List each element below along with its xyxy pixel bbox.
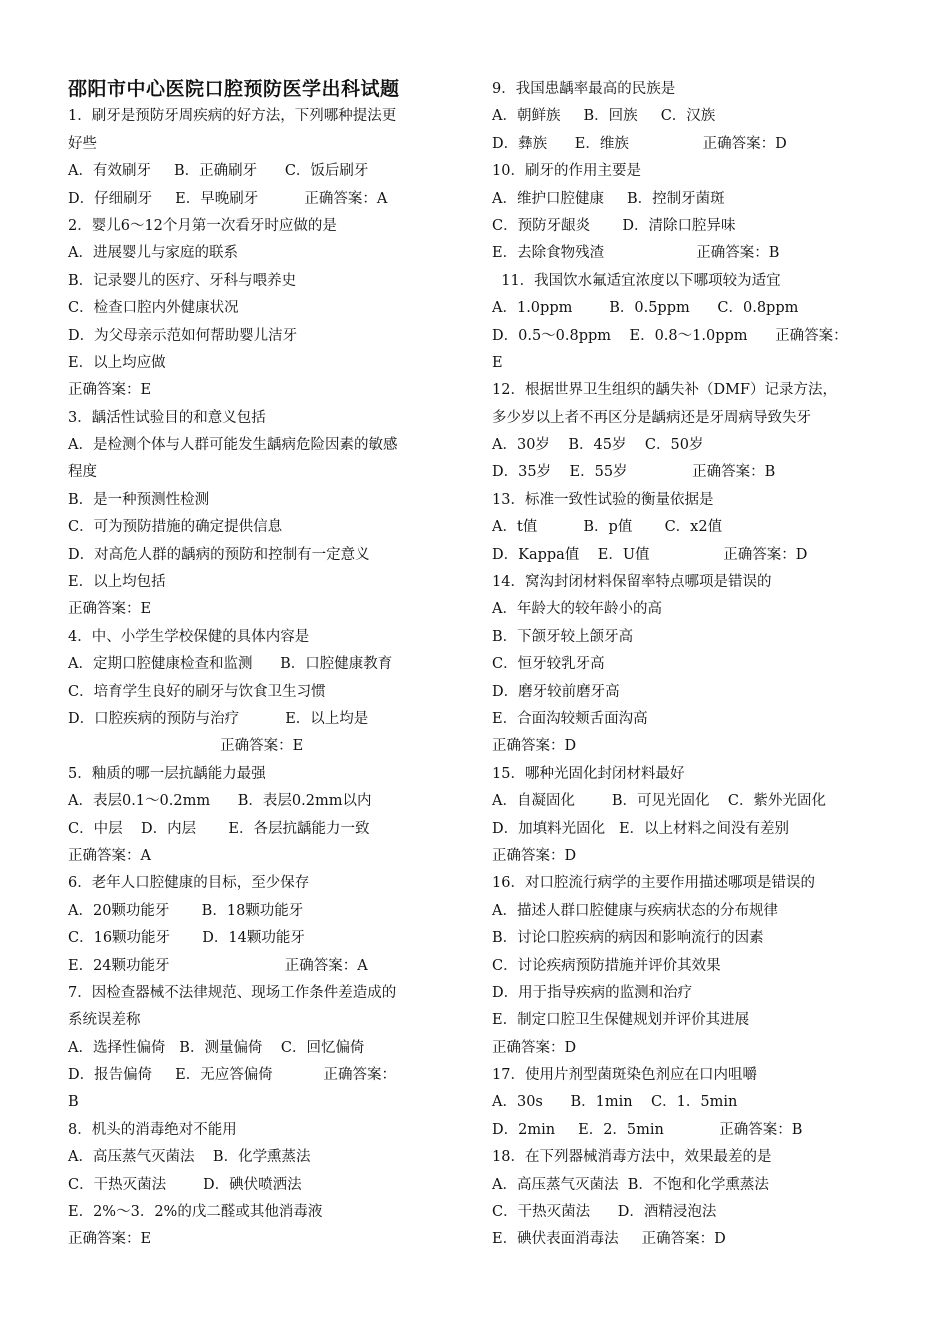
text-line: A．选择性偏倚 B．测量偏倚 C．回忆偏倚 bbox=[68, 1039, 365, 1056]
text-line: B．记录婴儿的医疗、牙科与喂养史 bbox=[68, 272, 297, 289]
text-line: D．用于指导疾病的监测和治疗 bbox=[492, 984, 693, 1001]
right-question-list bbox=[492, 76, 892, 1254]
text-line: C．培育学生良好的刷牙与饮食卫生习惯 bbox=[68, 683, 326, 700]
text-line: D．为父母亲示范如何帮助婴儿洁牙 bbox=[68, 327, 298, 344]
text-line: 16．对口腔流行病学的主要作用描述哪项是错误的 bbox=[492, 875, 815, 892]
text-line: B bbox=[68, 1094, 79, 1111]
text-line: 8．机头的消毒绝对不能用 bbox=[68, 1121, 237, 1138]
text-line: 17．使用片剂型菌斑染色剂应在口内咀嚼 bbox=[492, 1067, 757, 1084]
page-title: 邵阳市中心医院口腔预防医学出科试题 bbox=[68, 78, 400, 100]
text-line: A．是检测个体与人群可能发生龋病危险因素的敏感 bbox=[68, 437, 398, 454]
text-line: B．讨论口腔疾病的病因和影响流行的因素 bbox=[492, 930, 764, 947]
left-column bbox=[68, 76, 458, 1254]
text-line: C．16颗功能牙 D．14颗功能牙 bbox=[68, 930, 305, 947]
text-line: D．报告偏倚 E．无应答偏倚 正确答案： bbox=[68, 1067, 396, 1084]
text-line: 5．釉质的哪一层抗龋能力最强 bbox=[68, 765, 266, 782]
text-line: D．加填料光固化 E．以上材料之间没有差别 bbox=[492, 820, 790, 837]
text-line: A．自凝固化 B．可见光固化 C．紫外光固化 bbox=[492, 793, 827, 810]
text-line: E．去除食物残渣 正确答案：B bbox=[492, 245, 780, 262]
text-line: D．35岁 E．55岁 正确答案：B bbox=[492, 464, 776, 481]
text-line: E bbox=[492, 354, 503, 371]
text-line: 1．刷牙是预防牙周疾病的好方法，下列哪种提法更 bbox=[68, 108, 397, 125]
text-line: C．预防牙龈炎 D．清除口腔异味 bbox=[492, 217, 736, 234]
text-line: B．是一种预测性检测 bbox=[68, 491, 210, 508]
text-line: C．干热灭菌法 D．酒精浸泡法 bbox=[492, 1204, 717, 1221]
text-line: 正确答案：D bbox=[492, 847, 577, 864]
text-line: 4．中、小学生学校保健的具体内容是 bbox=[68, 628, 310, 645]
text-line: 2．婴儿6～12个月第一次看牙时应做的是 bbox=[68, 217, 337, 234]
text-line: 12．根据世界卫生组织的龋失补（DMF）记录方法， bbox=[492, 382, 837, 399]
text-line: 正确答案：D bbox=[492, 738, 577, 755]
text-line: 15．哪种光固化封闭材料最好 bbox=[492, 765, 685, 782]
text-line: A．30岁 B．45岁 C．50岁 bbox=[492, 437, 704, 454]
text-line: 10．刷牙的作用主要是 bbox=[492, 163, 641, 180]
text-line: C．中层 D．内层 E．各层抗龋能力一致 bbox=[68, 820, 370, 837]
text-line: E．以上均应做 bbox=[68, 354, 166, 371]
text-line: D．口腔疾病的预防与治疗 E．以上均是 bbox=[68, 710, 369, 727]
text-line: A．t值 B．p值 C．x2值 bbox=[492, 519, 723, 536]
text-line: D．磨牙较前磨牙高 bbox=[492, 683, 620, 700]
text-line: A．进展婴儿与家庭的联系 bbox=[68, 245, 238, 262]
text-line: D．0.5～0.8ppm E．0.8～1.0ppm 正确答案： bbox=[492, 327, 848, 344]
text-line: A．1.0ppm B．0.5ppm C．0.8ppm bbox=[492, 300, 799, 317]
text-line: D．彝族 E．维族 正确答案：D bbox=[492, 135, 787, 152]
text-line: C．检查口腔内外健康状况 bbox=[68, 300, 239, 317]
text-line: C．干热灭菌法 D．碘伏喷洒法 bbox=[68, 1176, 302, 1193]
text-line: E．合面沟较颊舌面沟高 bbox=[492, 710, 648, 727]
text-line: 11．我国饮水氟适宜浓度以下哪项较为适宜 bbox=[492, 272, 781, 289]
text-line: 9．我国患龋率最高的民族是 bbox=[492, 81, 676, 97]
text-line: 6．老年人口腔健康的目标，至少保存 bbox=[68, 875, 310, 892]
text-line: A．高压蒸气灭菌法 B．不饱和化学熏蒸法 bbox=[492, 1176, 769, 1193]
text-line: C．可为预防措施的确定提供信息 bbox=[68, 519, 283, 536]
left-question-list bbox=[68, 103, 458, 1253]
text-line: A．年龄大的较年龄小的高 bbox=[492, 601, 662, 618]
text-line: 正确答案：E bbox=[68, 601, 152, 618]
text-line: 正确答案：D bbox=[492, 1039, 577, 1056]
text-line: A．表层0.1～0.2mm B．表层0.2mm以内 bbox=[68, 793, 372, 810]
text-line: E．制定口腔卫生保健规划并评价其进展 bbox=[492, 1012, 750, 1029]
text-line: D．对高危人群的龋病的预防和控制有一定意义 bbox=[68, 546, 370, 563]
text-line: 3．龋活性试验目的和意义包括 bbox=[68, 409, 266, 426]
text-line: E．碘伏表面消毒法 正确答案：D bbox=[492, 1231, 726, 1248]
text-line: A．有效刷牙 B．正确刷牙 C．饭后刷牙 bbox=[68, 163, 369, 180]
text-line: 13．标准一致性试验的衡量依据是 bbox=[492, 491, 714, 508]
text-line: 程度 bbox=[68, 464, 97, 481]
text-line: A．朝鲜族 B．回族 C．汉族 bbox=[492, 108, 716, 125]
text-line: C．讨论疾病预防措施并评价其效果 bbox=[492, 957, 721, 974]
text-line: 系统误差称 bbox=[68, 1012, 141, 1029]
text-line: E．以上均包括 bbox=[68, 574, 166, 591]
text-line: 14．窝沟封闭材料保留率特点哪项是错误的 bbox=[492, 574, 772, 591]
text-line: 18．在下列器械消毒方法中，效果最差的是 bbox=[492, 1149, 772, 1166]
text-line: D．2min E．2．5min 正确答案：B bbox=[492, 1121, 803, 1138]
text-line: 正确答案：E bbox=[68, 382, 152, 399]
text-line: A．定期口腔健康检查和监测 B．口腔健康教育 bbox=[68, 656, 393, 673]
text-line: 7．因检查器械不法律规范、现场工作条件差造成的 bbox=[68, 984, 397, 1001]
text-line: A．描述人群口腔健康与疾病状态的分布规律 bbox=[492, 902, 778, 919]
text-line: A．高压蒸气灭菌法 B．化学熏蒸法 bbox=[68, 1149, 311, 1166]
text-line: D．仔细刷牙 E．早晚刷牙 正确答案：A bbox=[68, 190, 388, 207]
text-line: 正确答案：E bbox=[68, 1231, 152, 1248]
right-column bbox=[492, 76, 892, 1254]
text-line: D．Kappa值 E．U值 正确答案：D bbox=[492, 546, 808, 563]
text-line: C．恒牙较乳牙高 bbox=[492, 656, 605, 673]
text-line: A．20颗功能牙 B．18颗功能牙 bbox=[68, 902, 304, 919]
text-line: E．2%～3．2%的戊二醛或其他消毒液 bbox=[68, 1204, 323, 1221]
text-line: 正确答案：E bbox=[68, 738, 304, 755]
text-line: A．维护口腔健康 B．控制牙菌斑 bbox=[492, 190, 725, 207]
text-line: A．30s B．1min C．1．5min bbox=[492, 1094, 738, 1111]
text-line: 正确答案：A bbox=[68, 847, 151, 864]
text-line: 多少岁以上者不再区分是龋病还是牙周病导致失牙 bbox=[492, 409, 811, 426]
text-line: B．下颌牙较上颌牙高 bbox=[492, 628, 634, 645]
text-line: E．24颗功能牙 正确答案：A bbox=[68, 957, 368, 974]
text-line: 好些 bbox=[68, 135, 97, 152]
